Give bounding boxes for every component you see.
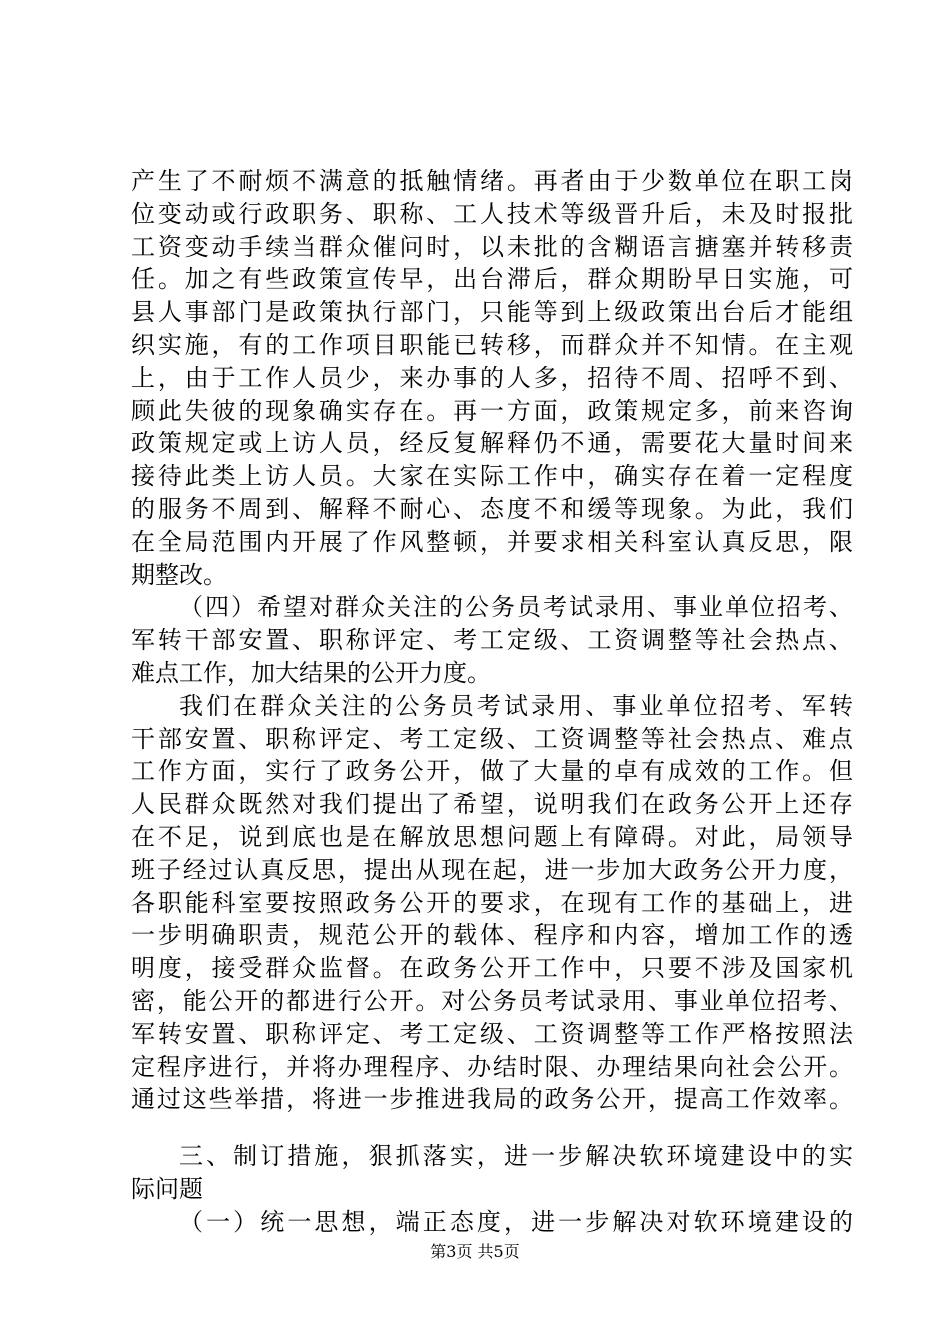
section-heading-line: 难点工作，加大结果的公开力度。 — [131, 658, 491, 687]
document-body — [131, 165, 853, 1239]
text-line: 通过这些举措，将进一步推进我局的政务公开，提高工作效率。 — [131, 1085, 853, 1114]
text-line: 人民群众既然对我们提出了希望，说明我们在政务公开上还存 — [131, 790, 853, 819]
text-line: 的服务不周到、解释不耐心、态度不和缓等现象。为此，我们 — [131, 494, 853, 523]
text-line: 产生了不耐烦不满意的抵触情绪。再者由于少数单位在职工岗 — [131, 167, 853, 195]
text-line: 定程序进行，并将办理程序、办结时限、办理结果向社会公开。 — [131, 1052, 853, 1081]
text-line: 各职能科室要按照政务公开的要求，在现有工作的基础上，进 — [131, 888, 853, 917]
section-heading-line: （四）希望对群众关注的公务员考试录用、事业单位招考、 — [179, 593, 853, 622]
text-line: 工资变动手续当群众催问时，以未批的含糊语言搪塞并转移责 — [131, 232, 853, 261]
text-line: 干部安置、职称评定、考工定级、工资调整等社会热点、难点 — [131, 724, 853, 753]
text-line: 上，由于工作人员少，来办事的人多，招待不周、招呼不到、 — [131, 363, 853, 392]
text-line: 在全局范围内开展了作风整顿，并要求相关科室认真反思，限 — [131, 527, 853, 556]
heading-line: 际问题 — [131, 1174, 203, 1203]
text-line: 任。加之有些政策宣传早，出台滞后，群众期盼早日实施，可 — [131, 265, 853, 294]
text-line: 顾此失彼的现象确实存在。再一方面，政策规定多，前来咨询 — [131, 396, 853, 425]
text-line: 密，能公开的都进行公开。对公务员考试录用、事业单位招考、 — [131, 986, 853, 1015]
text-line: 织实施，有的工作项目职能已转移，而群众并不知情。在主观 — [131, 330, 853, 359]
text-line: 我们在群众关注的公务员考试录用、事业单位招考、军转 — [179, 691, 853, 720]
section-heading-line: 军转干部安置、职称评定、考工定级、工资调整等社会热点、 — [131, 626, 853, 655]
text-line: 明度，接受群众监督。在政务公开工作中，只要不涉及国家机 — [131, 954, 853, 983]
heading-line: 三、制订措施，狠抓落实，进一步解决软环境建设中的实 — [179, 1142, 853, 1171]
text-line: 在不足，说到底也是在解放思想问题上有障碍。对此，局领导 — [131, 822, 853, 851]
subheading-line: （一）统一思想，端正态度，进一步解决对软环境建设的 — [179, 1207, 853, 1236]
text-line: 县人事部门是政策执行部门，只能等到上级政策出台后才能组 — [131, 298, 853, 327]
page-footer — [0, 1242, 950, 1262]
text-line: 接待此类上访人员。大家在实际工作中，确实存在着一定程度 — [131, 462, 853, 491]
text-line: 一步明确职责，规范公开的载体、程序和内容，增加工作的透 — [131, 921, 853, 950]
text-line: 政策规定或上访人员，经反复解释仍不通，需要花大量时间来 — [131, 429, 853, 458]
text-line: 位变动或行政职务、职称、工人技术等级晋升后，未及时报批 — [131, 199, 853, 228]
text-line: 期整改。 — [131, 560, 227, 589]
text-line: 班子经过认真反思，提出从现在起，进一步加大政务公开力度， — [131, 855, 853, 884]
text-line: 工作方面，实行了政务公开，做了大量的卓有成效的工作。但 — [131, 757, 853, 786]
paragraph-gap — [131, 1116, 853, 1140]
text-line: 军转安置、职称评定、考工定级、工资调整等工作严格按照法 — [131, 1019, 853, 1048]
page-number: 第3页 共5页 — [430, 1242, 520, 1261]
